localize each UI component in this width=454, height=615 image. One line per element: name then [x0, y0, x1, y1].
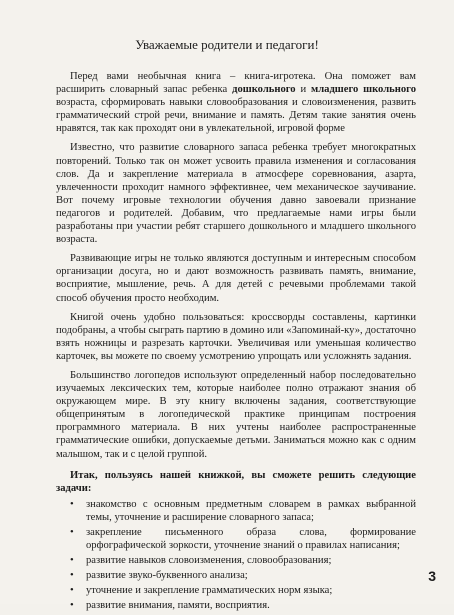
list-item-text: знакомство с основным предметным словарем в рамках выбранной темы, уточнение и расширение словарного запаса; [86, 498, 416, 523]
tasks-heading: Итак, пользуясь нашей книжкой, вы сможете решить следующие задачи: [56, 469, 416, 494]
bullet-icon: • [70, 555, 74, 567]
bullet-icon: • [70, 600, 74, 612]
body-text [56, 62, 416, 615]
paragraph-intro-text-3: возраста, сформировать навыки словообразования и словоизменения, развить грамматический строй речи, внимание и память. Детям такие занятия очень нравятся, так как проходят они в увлекательной, игровой форме [56, 97, 416, 135]
bullet-icon: • [70, 498, 74, 510]
list-item-text: развитие звуко-буквенного анализа; [86, 570, 248, 582]
bold-term-preschool: дошкольного [232, 84, 296, 96]
list-item-text: развитие навыков словоизменения, словообразования; [86, 555, 332, 567]
bullet-icon: • [70, 527, 74, 538]
bullet-icon: • [70, 570, 74, 582]
list-item [56, 584, 416, 597]
list-item [56, 554, 416, 567]
paragraph-intro-text-1: Перед вами необычная книга – книга-игротека. Она поможет вам расширить словарный запас ребенка [56, 71, 416, 96]
list-item [56, 599, 416, 612]
list-item [56, 498, 416, 524]
list-item-text: закрепление письменного образа слова, формирование орфографической зоркости, уточнение знаний о правилах написания; [86, 527, 416, 552]
paragraph-vocabulary: Известно, что развитие словарного запаса ребенка требует многократных повторений. Только так он может усвоить правила изменения и согласования слов. Да и закрепление материала в атмосфере соревнования, азарта, увлеченности проходит намного эффективнее, чем механическое заучивание. Вот почему игровые технологии обучения давно завоевали признание педагогов и родителей. Добавим, что предлагаемые нами игры были разработаны при участии ребят старшего дошкольного и младшего школьного возраста. [56, 142, 416, 246]
list-item-text: развитие внимания, памяти, восприятия. [86, 600, 270, 612]
paragraph-intro-text-2: и [295, 84, 311, 96]
list-item [56, 526, 416, 552]
list-item-text: уточнение и закрепление грамматических норм языка; [86, 585, 333, 597]
page-title: Уважаемые родители и педагоги! [135, 37, 319, 52]
bullet-icon: • [70, 585, 74, 597]
list-item [56, 569, 416, 582]
paragraph-speech-therapists: Большинство логопедов используют определенный набор последовательно изучаемых лексических тем, которые наиболее полно отражают знания об окружающем мире. В эту книгу включены задания, соответствующие общепринятым в логопедической практике принципам построения программного материала. В них учтены наиболее распространенные грамматические ошибки, допускаемые детьми. Заниматься можно как с одним малышом, так и с целой группой. [56, 369, 416, 460]
page-number: 3 [428, 568, 436, 584]
tasks-list [56, 498, 416, 613]
paragraph-usage: Книгой очень удобно пользоваться: кроссворды составлены, картинки подобраны, а чтобы сыграть партию в домино или «Запоминай-ку», достаточно взять ножницы и разрезать карточки. Увеличивая или уменьшая количество карточек, вы можете по своему усмотрению упрощать или усложнять задания. [56, 311, 416, 362]
paragraph-intro [56, 70, 416, 135]
bold-term-primary-school: младшего школьного [310, 84, 416, 96]
paragraph-games: Развивающие игры не только являются доступным и интересным способом организации досуга, но и дают возможность развивать память, внимание, восприятие, мышление, речь. А для детей с речевыми проблемами такой способ обучения просто необходим. [56, 253, 416, 304]
